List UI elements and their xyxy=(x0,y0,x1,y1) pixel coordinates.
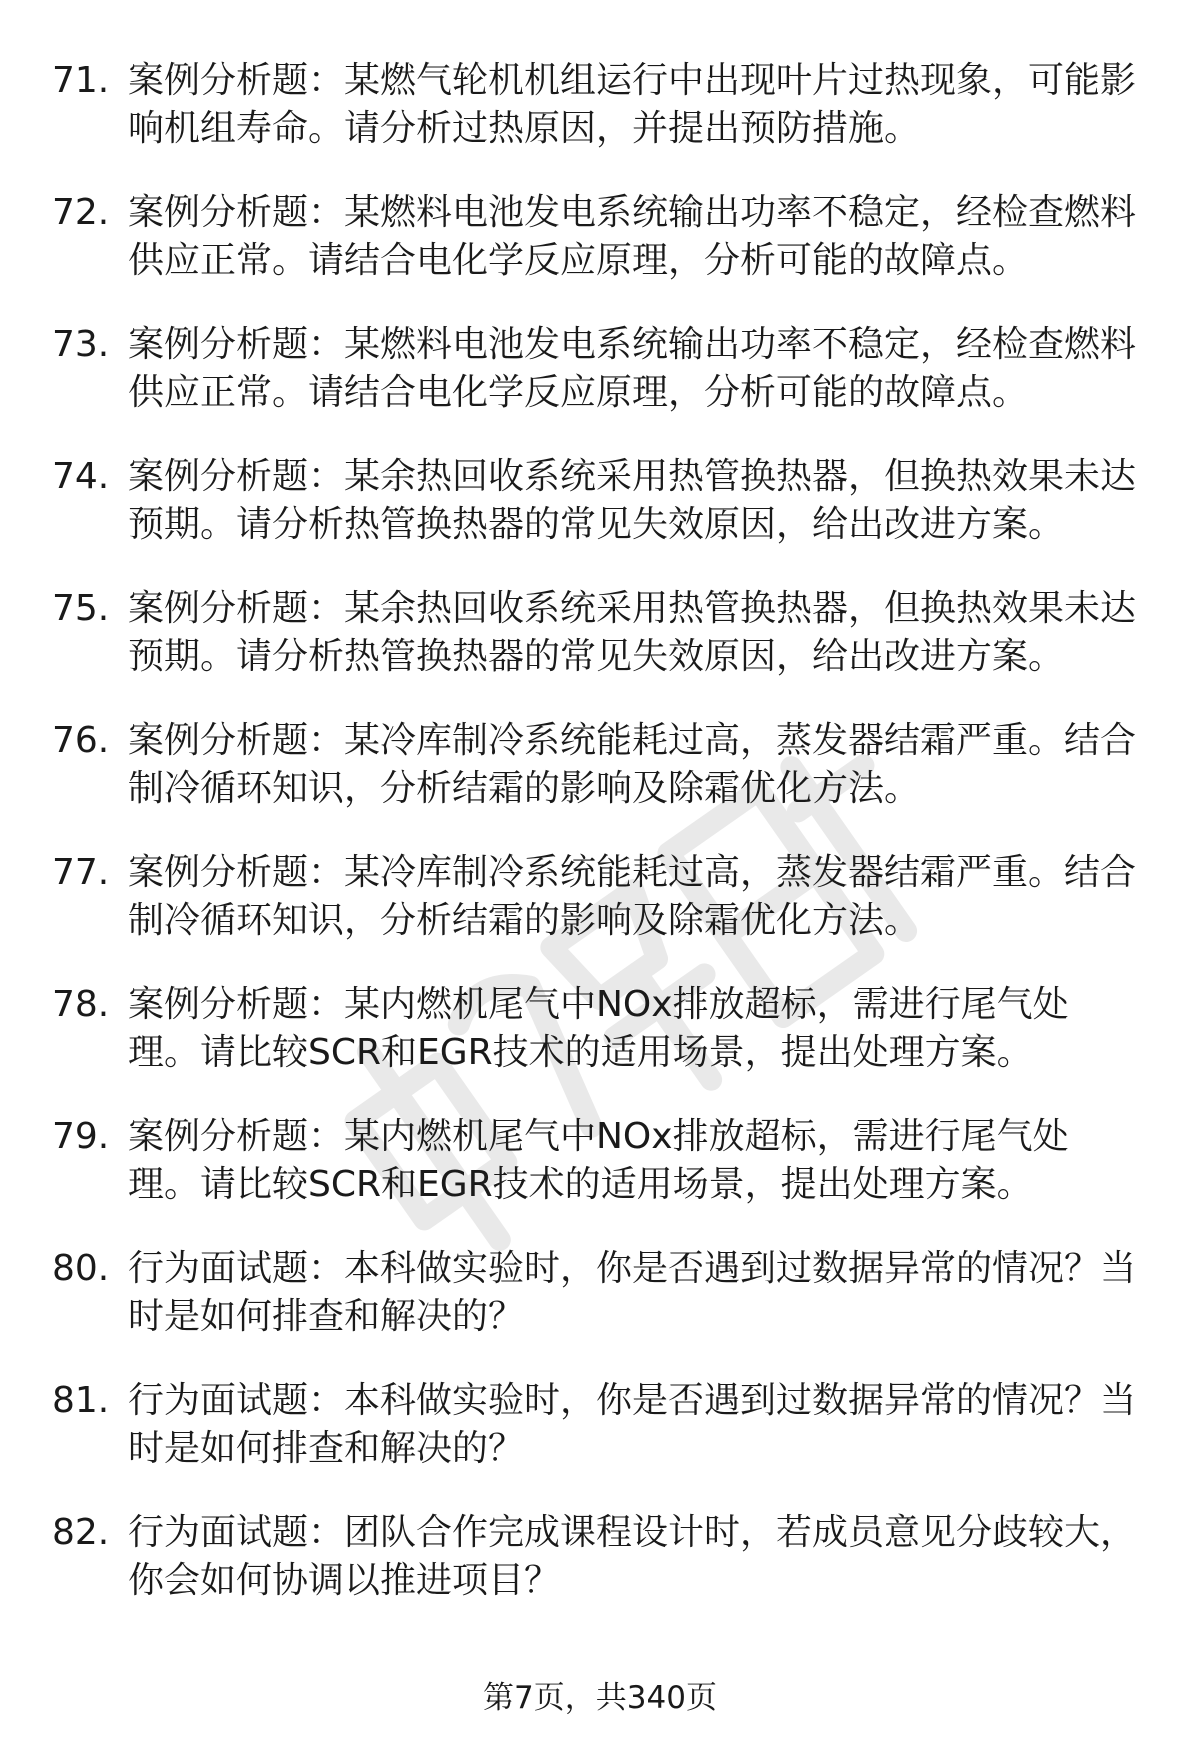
question-item xyxy=(0,717,1200,849)
question-text: 案例分析题：某燃气轮机机组运行中出现叶片过热现象，可能影响机组寿命。请分析过热原因，并提出预防措施。 xyxy=(128,60,1137,149)
question-item xyxy=(0,981,1200,1113)
question-item xyxy=(0,189,1200,321)
question-item xyxy=(0,1377,1200,1509)
question-number: 76. xyxy=(52,720,110,761)
question-number: 74. xyxy=(52,456,110,497)
question-item xyxy=(0,321,1200,453)
question-number: 78. xyxy=(52,984,110,1025)
question-text: 案例分析题：某内燃机尾气中NOx排放超标，需进行尾气处理。请比较SCR和EGR技术的适用场景，提出处理方案。 xyxy=(128,1116,1069,1205)
question-text: 案例分析题：某余热回收系统采用热管换热器，但换热效果未达预期。请分析热管换热器的常见失效原因，给出改进方案。 xyxy=(128,456,1137,545)
question-item xyxy=(0,1509,1200,1641)
question-number: 73. xyxy=(52,324,110,365)
question-item xyxy=(0,57,1200,189)
question-number: 81. xyxy=(52,1380,110,1421)
question-number: 80. xyxy=(52,1248,110,1289)
question-number: 72. xyxy=(52,192,110,233)
question-item xyxy=(0,1245,1200,1377)
question-item xyxy=(0,849,1200,981)
question-number: 79. xyxy=(52,1116,110,1157)
question-text: 案例分析题：某内燃机尾气中NOx排放超标，需进行尾气处理。请比较SCR和EGR技术的适用场景，提出处理方案。 xyxy=(128,984,1069,1073)
question-item xyxy=(0,1113,1200,1245)
question-number: 75. xyxy=(52,588,110,629)
question-item xyxy=(0,585,1200,717)
question-text: 案例分析题：某燃料电池发电系统输出功率不稳定，经检查燃料供应正常。请结合电化学反应原理，分析可能的故障点。 xyxy=(128,324,1137,413)
question-text: 案例分析题：某燃料电池发电系统输出功率不稳定，经检查燃料供应正常。请结合电化学反应原理，分析可能的故障点。 xyxy=(128,192,1137,281)
question-text: 案例分析题：某冷库制冷系统能耗过高，蒸发器结霜严重。结合制冷循环知识，分析结霜的影响及除霜优化方法。 xyxy=(128,720,1137,809)
question-list xyxy=(0,57,1200,1641)
question-text: 行为面试题：团队合作完成课程设计时，若成员意见分歧较大，你会如何协调以推进项目？ xyxy=(128,1512,1137,1601)
question-item xyxy=(0,453,1200,585)
question-number: 82. xyxy=(52,1512,110,1553)
question-text: 行为面试题：本科做实验时，你是否遇到过数据异常的情况？当时是如何排查和解决的？ xyxy=(128,1380,1137,1469)
question-number: 77. xyxy=(52,852,110,893)
question-text: 案例分析题：某余热回收系统采用热管换热器，但换热效果未达预期。请分析热管换热器的常见失效原因，给出改进方案。 xyxy=(128,588,1137,677)
question-number: 71. xyxy=(52,60,110,101)
question-text: 行为面试题：本科做实验时，你是否遇到过数据异常的情况？当时是如何排查和解决的？ xyxy=(128,1248,1137,1337)
question-text: 案例分析题：某冷库制冷系统能耗过高，蒸发器结霜严重。结合制冷循环知识，分析结霜的影响及除霜优化方法。 xyxy=(128,852,1137,941)
page-footer: 第7页，共340页 xyxy=(483,1680,717,1716)
